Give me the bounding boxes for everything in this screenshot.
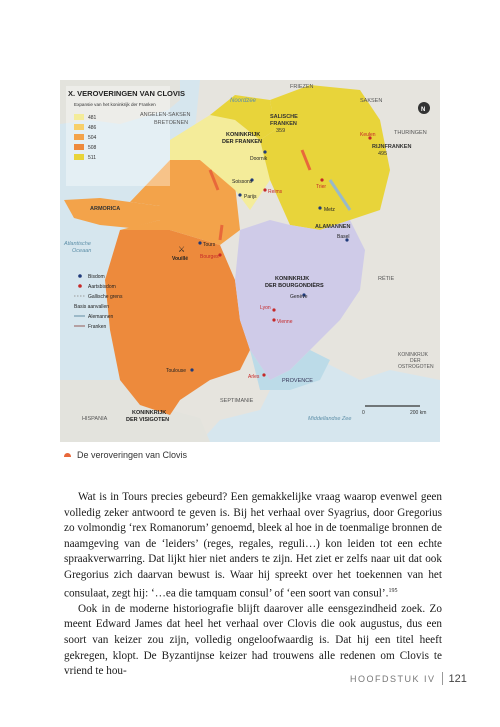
city-reims: Reims: [268, 189, 283, 195]
city-tours: Tours: [203, 242, 216, 248]
battle-icon: ⚔: [178, 245, 186, 254]
label-hispania: HISPANIA: [82, 416, 108, 422]
city-vouille: Vouillé: [172, 256, 189, 262]
label-bourgondiers-2: DER BOURGONDIËRS: [265, 283, 324, 289]
north-label: N: [421, 107, 426, 113]
label-rijnfranken-year: 495: [378, 151, 388, 157]
legend-bisdom: Bisdom: [88, 274, 105, 280]
label-angelen: ANGELEN-SAKSEN: [140, 112, 191, 118]
label-septimanie: SEPTIMANIE: [220, 398, 254, 404]
label-ostrogoten: KONINKRIJK: [398, 352, 429, 358]
map-svg: [60, 80, 440, 442]
legend-swatch-508: [74, 144, 84, 150]
legend-swatch-511: [74, 154, 84, 160]
body-text: [64, 490, 442, 680]
page-number: 121: [448, 672, 467, 685]
label-saksen: SAKSEN: [360, 98, 383, 104]
label-noordzee: Noordzee: [230, 98, 257, 104]
city-arles: Arles: [248, 374, 260, 380]
city-marker-icon: [262, 373, 265, 376]
paragraph-1-text: Wat is in Tours precies gebeurd? Een gemakkelijke vraag waarop evenwel geen volledig zeker antwoord te geven is. Bij het verhaal over Syagrius, door Gregorius zo volmondig ‘rex Romanorum’ genoemd, bleek al hoe in de toenmalige bronnen de naamgeving van de ‘leiders’ (reges, regales, reguli…) kon leiden tot een echte spraakverwarring. Dat lijkt hier niet anders te zijn. Het ziet er zelfs naar uit dat ook Gregorius zich daarvan bewust is. Waar hij spreekt over het toekennen van het consulaat, zegt hij: ‘…ea die tamquam consul’ of ‘een soort van consul’.: [64, 491, 442, 600]
label-oceaan: Atlantische: [64, 241, 91, 247]
label-bretoenen: BRETOENEN: [154, 120, 189, 126]
bisdom-icon: [78, 274, 82, 278]
legend-grens: Gallische grens: [88, 294, 123, 300]
caption-text: De veroveringen van Clovis: [77, 450, 188, 460]
aartsbisdom-icon: [78, 284, 82, 288]
label-ostrogoten-3: OSTROGOTEN: [398, 364, 434, 370]
caption-marker-icon: [64, 453, 71, 457]
legend-year-511: 511: [88, 155, 96, 161]
city-bazel: Basel: [337, 234, 350, 240]
map-title: X. VEROVERINGEN VAN CLOVIS: [68, 89, 185, 98]
legend-franken: Franken: [88, 324, 107, 330]
city-doornik: Doornik: [250, 156, 268, 162]
city-marker-icon: [190, 368, 193, 371]
label-frankenrijk-2: DER FRANKEN: [222, 139, 263, 145]
city-bourges: Bourges: [200, 254, 219, 260]
label-alamannen: ALAMANNEN: [315, 224, 351, 230]
scale-zero: 0: [362, 410, 365, 416]
label-frankenrijk: KONINKRIJK: [226, 132, 261, 138]
city-trier: Trier: [316, 184, 327, 190]
legend-swatch-504: [74, 134, 84, 140]
label-visigoten-2: DER VISIGOTEN: [126, 417, 170, 423]
label-retie: RÉTIE: [378, 276, 395, 282]
city-marker-icon: [318, 206, 321, 209]
label-provence: PROVENCE: [282, 378, 313, 384]
label-armorica: ARMORICA: [90, 206, 121, 212]
label-friezen: FRIEZEN: [290, 84, 314, 90]
city-marker-icon: [272, 318, 275, 321]
city-marker-icon: [238, 193, 241, 196]
chapter-label: HOOFDSTUK IV: [350, 673, 436, 684]
legend-year-486: 486: [88, 125, 97, 131]
label-rijnfranken: RIJNFRANKEN: [372, 144, 412, 150]
scale-end: 200 km: [410, 410, 427, 416]
label-ostrogoten-2: DER: [410, 358, 421, 364]
label-visigoten: KONINKRIJK: [132, 410, 167, 416]
legend-title: Expansie van het koninkrijk der Franken: [74, 102, 156, 107]
city-metz: Metz: [324, 207, 335, 213]
figure-caption: [64, 450, 187, 460]
city-marker-icon: [198, 241, 201, 244]
legend-year-508: 508: [88, 145, 97, 151]
city-marker-icon: [272, 308, 275, 311]
legend-swatch-486: [74, 124, 84, 130]
map-figure: [60, 80, 440, 442]
city-marker-icon: [263, 150, 266, 153]
legend-year-481: 481: [88, 115, 97, 121]
footer-divider: [442, 672, 443, 685]
city-marker-icon: [263, 188, 266, 191]
label-oceaan-2: Oceaan: [72, 248, 92, 254]
label-middellandse: Middellandse Zee: [308, 416, 352, 422]
legend-alemannen: Alemannen: [88, 314, 114, 320]
label-salische: SALISCHE: [270, 114, 298, 120]
label-salische-year: 359: [276, 128, 286, 134]
city-marker-icon: [320, 178, 323, 181]
city-marker-icon: [218, 253, 221, 256]
paragraph-2: Ook in de moderne historiografie blijft daarover alle eensgezindheid zoek. Zo meent Edward James dat heel het verhaal over Clovis die ook augustus, dus een soort van keizer zou zijn, volledig ongeloofwaardig is. Dat hij een titel heeft gekregen, klopt. De Byzantijnse keizer had trouwens alle redenen om Clovis te vriend te hou-: [64, 602, 442, 678]
footnote-ref[interactable]: 195: [388, 587, 398, 594]
city-parijs: Parijs: [244, 194, 257, 200]
city-vienne: Vienne: [277, 319, 293, 325]
city-lyon: Lyon: [260, 305, 271, 311]
city-toulouse: Toulouse: [166, 368, 187, 374]
label-thuringen: THURINGEN: [394, 130, 427, 136]
city-soissons: Soissons: [232, 179, 253, 185]
legend-basis: Basis aanvallen: [74, 304, 110, 310]
legend-year-504: 504: [88, 135, 97, 141]
label-bourgondiers: KONINKRIJK: [275, 276, 310, 282]
city-geneve: Genève: [290, 294, 308, 300]
legend-aartsbisdom: Aartsbisdom: [88, 284, 116, 290]
page-footer: [350, 672, 467, 685]
legend-swatch-481: [74, 114, 84, 120]
city-keulen: Keulen: [360, 132, 376, 138]
paragraph-1: [64, 490, 442, 602]
label-salische-2: FRANKEN: [270, 121, 297, 127]
attack-arrow-icon: [220, 225, 222, 240]
